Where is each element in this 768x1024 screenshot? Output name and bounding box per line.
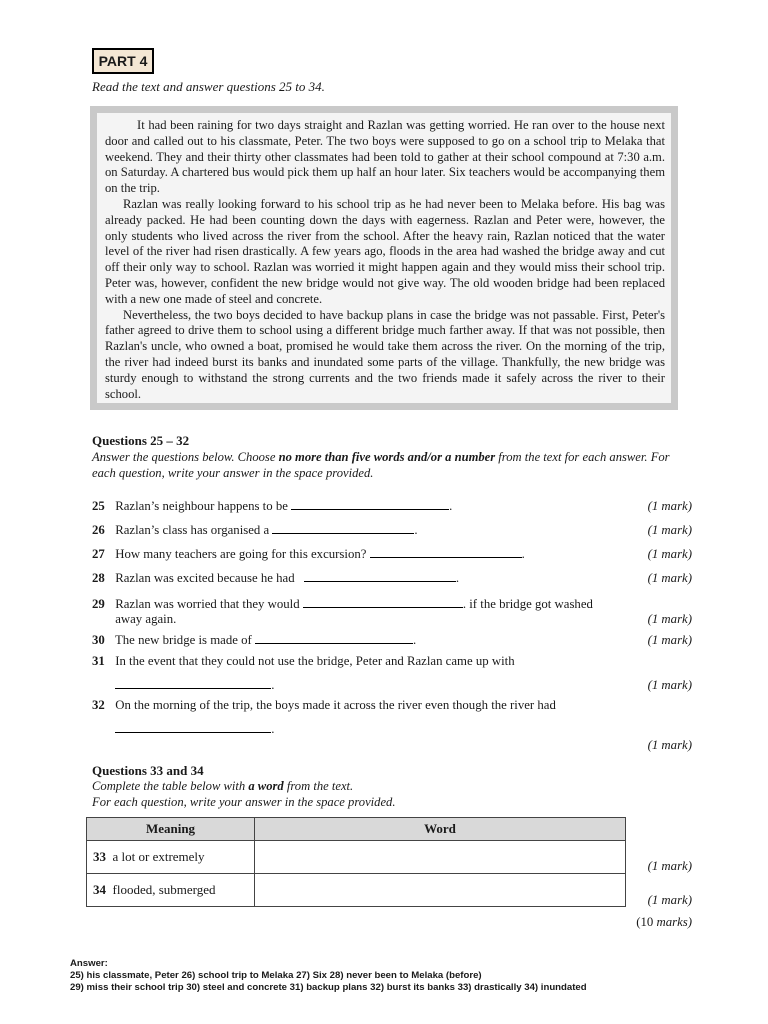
answer-blank[interactable] bbox=[303, 597, 463, 608]
instr-text: For each question, write your answer in the space provided. bbox=[92, 795, 396, 809]
answer-blank[interactable] bbox=[115, 722, 271, 733]
answer-blank[interactable] bbox=[272, 523, 414, 534]
mark-label: (1 mark) bbox=[647, 859, 692, 873]
instr-text: Complete the table below with bbox=[92, 779, 249, 793]
question-number: 27 bbox=[92, 547, 105, 561]
question-text: Razlan was excited because he had bbox=[115, 571, 295, 585]
table-row bbox=[87, 874, 626, 907]
section1-instructions bbox=[92, 449, 682, 481]
question-number: 30 bbox=[92, 633, 105, 647]
question-number: 26 bbox=[92, 523, 105, 537]
question-number: 25 bbox=[92, 499, 105, 513]
question-text: away again. bbox=[115, 612, 177, 626]
column-header-word: Word bbox=[255, 818, 626, 841]
answer-key-label: Answer: bbox=[70, 958, 108, 969]
question-punct: . bbox=[455, 571, 460, 585]
meaning-text: flooded, submerged bbox=[112, 882, 216, 897]
question-31-line2 bbox=[92, 677, 692, 693]
answer-blank[interactable] bbox=[304, 571, 456, 582]
question-text: Razlan’s class has organised a bbox=[115, 523, 270, 537]
mark-label: (1 mark) bbox=[647, 678, 692, 692]
instr-text: from the text for each answer. For each question, write your answer in the space provided. bbox=[92, 450, 670, 480]
total-marks-label: (10 marks) bbox=[636, 915, 692, 929]
question-number: 34 bbox=[93, 882, 106, 897]
question-28 bbox=[92, 570, 692, 586]
question-text: The new bridge is made of bbox=[114, 633, 252, 647]
table-row bbox=[87, 841, 626, 874]
question-25 bbox=[92, 498, 692, 514]
question-32 bbox=[92, 697, 692, 713]
mark-label: (1 mark) bbox=[647, 571, 692, 585]
word-table bbox=[86, 817, 626, 907]
mark-label: (1 mark) bbox=[647, 893, 692, 907]
question-punct: . bbox=[414, 523, 418, 537]
question-30 bbox=[92, 632, 692, 648]
answer-key-line2: 29) miss their school trip 30) steel and concrete 31) backup plans 32) burst its banks 33) drastically 34) inundated bbox=[70, 982, 587, 993]
mark-label: (1 mark) bbox=[647, 547, 692, 561]
section1-heading: Questions 25 – 32 bbox=[92, 433, 190, 448]
question-text: Razlan’s neighbour happens to be bbox=[115, 499, 288, 513]
instruction: Read the text and answer questions 25 to 34. bbox=[92, 79, 325, 94]
mark-label: (1 mark) bbox=[647, 633, 692, 647]
instr-bold: a word bbox=[248, 779, 284, 793]
question-punct: . bbox=[271, 678, 275, 692]
answer-blank[interactable] bbox=[370, 547, 522, 558]
question-text: How many teachers are going for this excursion? bbox=[115, 547, 367, 561]
question-27 bbox=[92, 546, 692, 562]
question-number: 28 bbox=[92, 571, 105, 585]
column-header-meaning: Meaning bbox=[87, 818, 255, 841]
mark-label: (1 mark) bbox=[647, 738, 692, 752]
question-number: 29 bbox=[92, 597, 105, 611]
mark-label: (1 mark) bbox=[647, 499, 692, 513]
question-number: 33 bbox=[93, 849, 106, 864]
question-text: Razlan was worried that they would bbox=[115, 597, 300, 611]
mark-label: (1 mark) bbox=[647, 612, 692, 626]
word-answer-cell[interactable] bbox=[255, 874, 626, 907]
mark-label: (1 mark) bbox=[647, 523, 692, 537]
question-text: In the event that they could not use the bridge, Peter and Razlan came up with bbox=[115, 654, 515, 668]
meaning-cell bbox=[87, 841, 255, 874]
meaning-cell bbox=[87, 874, 255, 907]
question-punct: . bbox=[412, 633, 417, 647]
question-29 bbox=[92, 596, 692, 612]
question-punct: . if the bridge got washed bbox=[462, 597, 593, 611]
passage-paragraph: Razlan was really looking forward to his school trip as he had never been to Melaka before. His bag was already packed. He had been counting down the days with eagerness. Razlan and Peter were, however, the only students who lived across the river from the school. After the heavy rain, Razlan noticed that the water level of the river had risen drastically. A few years ago, floods in the area had washed the bridge away and cut off their only way to school. Razlan was worried it might happen again and they would miss their school trip. Peter was, however, confident the new bridge would not give way. The old wooden bridge had been replaced with a new one made of steel and concrete. bbox=[105, 196, 665, 306]
answer-blank[interactable] bbox=[291, 499, 449, 510]
question-32-line2 bbox=[92, 721, 692, 737]
question-punct: . bbox=[521, 547, 525, 561]
question-number: 32 bbox=[92, 698, 105, 712]
answer-key-line1: 25) his classmate, Peter 26) school trip to Melaka 27) Six 28) never been to Melaka (before) bbox=[70, 970, 482, 981]
question-31 bbox=[92, 653, 692, 669]
instr-text: from the text. bbox=[283, 779, 354, 793]
part-label: PART 4 bbox=[92, 48, 154, 74]
answer-blank[interactable] bbox=[255, 633, 413, 644]
passage-paragraph: It had been raining for two days straight and Razlan was getting worried. He ran over to the house next door and called out to his classmate, Peter. The two boys were supposed to go on a school trip to Melaka that weekend. They and their thirty other classmates had been told to gather at their school compound at 7:30 a.m. on Saturday. A chartered bus would pick them up half an hour later. Six teachers would be accompanying them on the trip. bbox=[105, 118, 665, 196]
question-29-line2 bbox=[92, 611, 692, 627]
word-answer-cell[interactable] bbox=[255, 841, 626, 874]
instr-text: Answer the questions below. Choose bbox=[92, 450, 279, 464]
section2-heading: Questions 33 and 34 bbox=[92, 763, 204, 778]
question-punct: . bbox=[449, 499, 453, 513]
question-26 bbox=[92, 522, 692, 538]
passage-paragraph: Nevertheless, the two boys decided to have backup plans in case the bridge was not passable. First, Peter's father agreed to drive them to school using a different bridge much farther away. If that was not possible, then Razlan's uncle, who owned a boat, promised he would take them across the river. On the morning of the trip, the river had indeed burst its banks and inundated some parts of the village. Thankfully, the new bridge was sturdy enough to withstand the strong currents and the two friends made it safely across the river to their school. bbox=[105, 307, 665, 401]
question-number: 31 bbox=[92, 654, 105, 668]
answer-blank[interactable] bbox=[115, 678, 271, 689]
section2-instructions bbox=[92, 778, 682, 810]
meaning-text: a lot or extremely bbox=[112, 849, 205, 864]
instr-bold: no more than five words and/or a number bbox=[278, 450, 496, 464]
question-text: On the morning of the trip, the boys made it across the river even though the river had bbox=[115, 698, 556, 712]
question-punct: . bbox=[271, 722, 275, 736]
reading-passage bbox=[90, 106, 678, 410]
